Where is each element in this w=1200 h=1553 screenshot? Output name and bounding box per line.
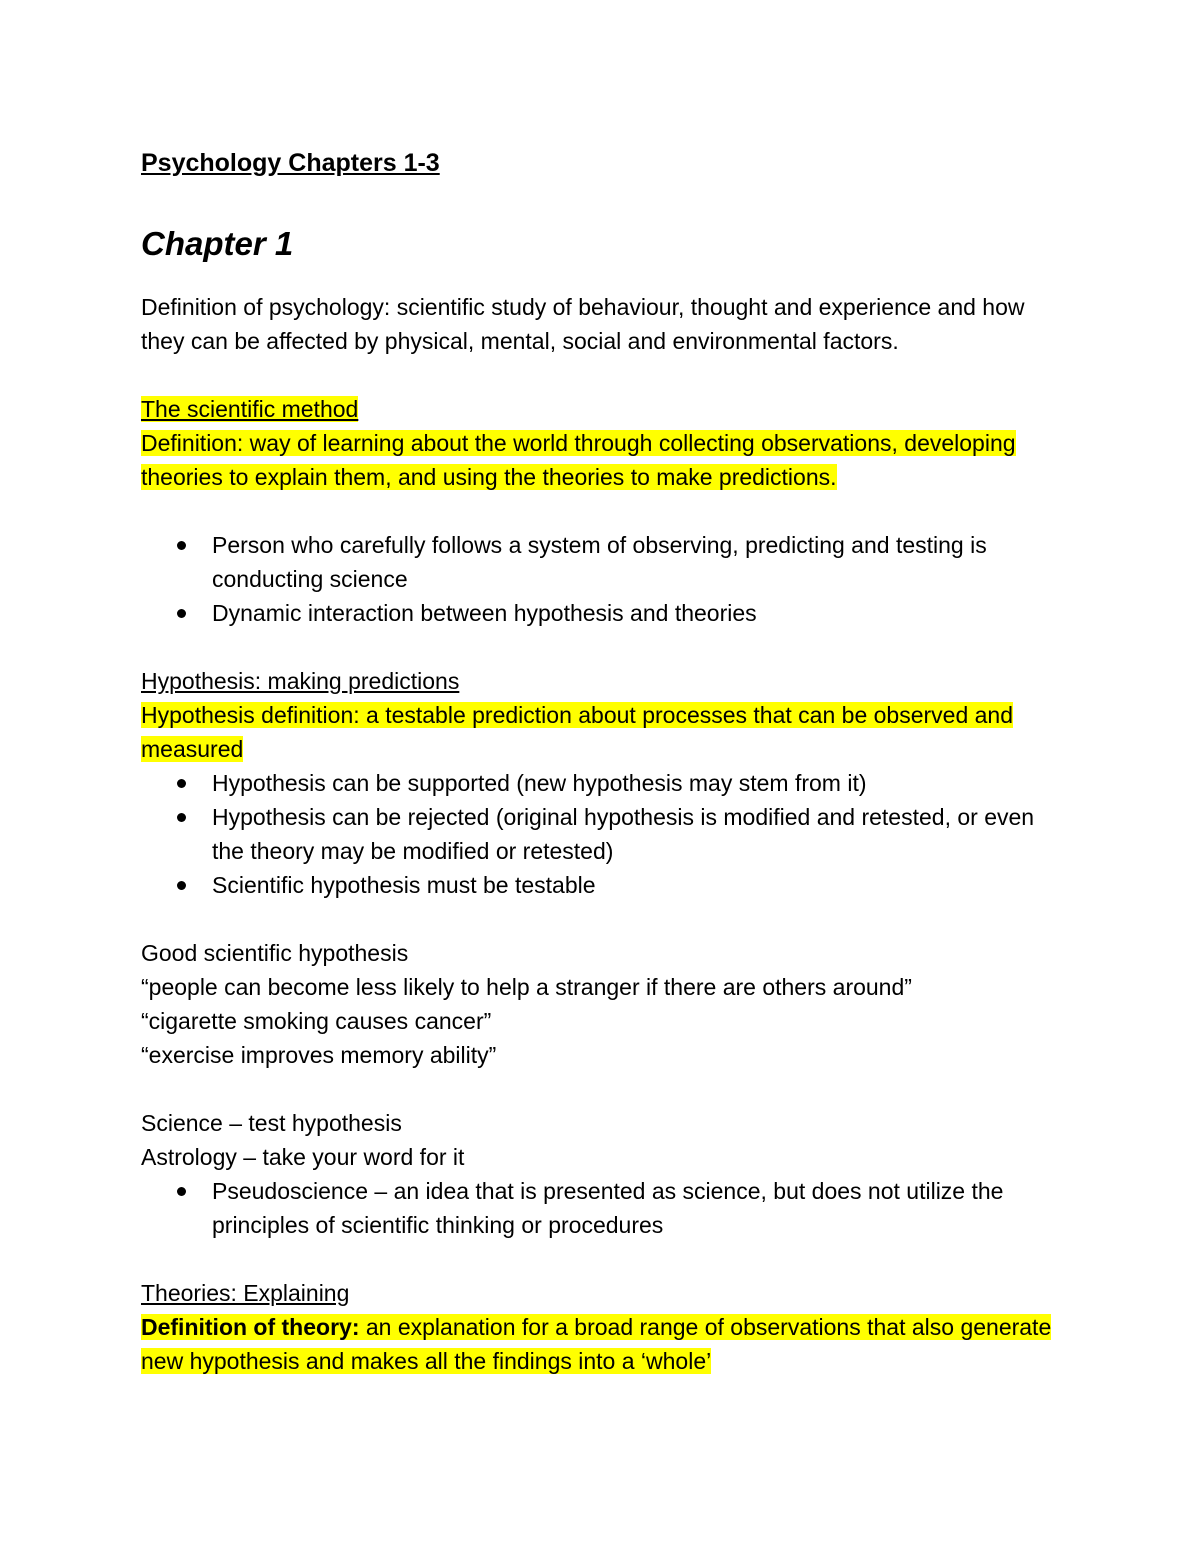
list-item: Dynamic interaction between hypothesis and theories bbox=[141, 596, 1071, 630]
science-line: Science – test hypothesis bbox=[141, 1110, 402, 1136]
hypothesis-definition-text: Hypothesis definition: a testable prediction about processes that can be observed and measured bbox=[141, 702, 1014, 762]
theories-section bbox=[141, 1276, 1071, 1378]
science-vs-astrology-section bbox=[141, 1106, 1071, 1242]
scientific-method-heading bbox=[141, 392, 1071, 426]
good-hypothesis-section bbox=[141, 936, 1071, 1072]
list-item: Hypothesis can be rejected (original hypothesis is modified and retested, or even the theory may be modified or retested) bbox=[141, 800, 1071, 868]
hypothesis-heading bbox=[141, 664, 1071, 698]
scientific-method-heading-text: The scientific method bbox=[141, 396, 359, 422]
astrology-line: Astrology – take your word for it bbox=[141, 1144, 465, 1170]
hypothesis-definition bbox=[141, 698, 1071, 766]
scientific-method-definition bbox=[141, 426, 1071, 494]
theories-heading bbox=[141, 1276, 1071, 1310]
scientific-method-bullets bbox=[141, 528, 1071, 630]
list-item: Hypothesis can be supported (new hypothesis may stem from it) bbox=[141, 766, 1071, 800]
theory-definition-label: Definition of theory: bbox=[141, 1314, 360, 1340]
theory-definition-highlight bbox=[141, 1314, 1051, 1374]
hypothesis-heading-text: Hypothesis: making predictions bbox=[141, 668, 460, 694]
psychology-definition: Definition of psychology: scientific study of behaviour, thought and experience and how they can be affected by physical, mental, social and environmental factors. bbox=[141, 294, 1025, 354]
list-item: Scientific hypothesis must be testable bbox=[141, 868, 1071, 902]
theory-definition bbox=[141, 1310, 1071, 1378]
good-hypothesis-example: “cigarette smoking causes cancer” bbox=[141, 1008, 492, 1034]
good-hypothesis-example: “exercise improves memory ability” bbox=[141, 1042, 497, 1068]
theories-heading-text: Theories: Explaining bbox=[141, 1280, 350, 1306]
document-body bbox=[141, 142, 1071, 1378]
document-title: Psychology Chapters 1-3 bbox=[141, 149, 440, 177]
chapter-heading: Chapter 1 bbox=[141, 225, 294, 262]
scientific-method-section bbox=[141, 392, 1071, 630]
pseudoscience-bullets bbox=[141, 1174, 1071, 1242]
good-hypothesis-heading: Good scientific hypothesis bbox=[141, 940, 409, 966]
good-hypothesis-example: “people can become less likely to help a stranger if there are others around” bbox=[141, 974, 912, 1000]
list-item: Person who carefully follows a system of observing, predicting and testing is conducting science bbox=[141, 528, 1071, 596]
list-item: Pseudoscience – an idea that is presented as science, but does not utilize the principles of scientific thinking or procedures bbox=[141, 1174, 1071, 1242]
theory-definition-text: an explanation for a broad range of observations that also generate new hypothesis and makes all the findings into a ‘whole’ bbox=[141, 1314, 1052, 1374]
hypothesis-bullets bbox=[141, 766, 1071, 902]
hypothesis-section bbox=[141, 664, 1071, 902]
scientific-method-definition-text: Definition: way of learning about the world through collecting observations, developing theories to explain them, and using the theories to make predictions. bbox=[141, 430, 1016, 490]
